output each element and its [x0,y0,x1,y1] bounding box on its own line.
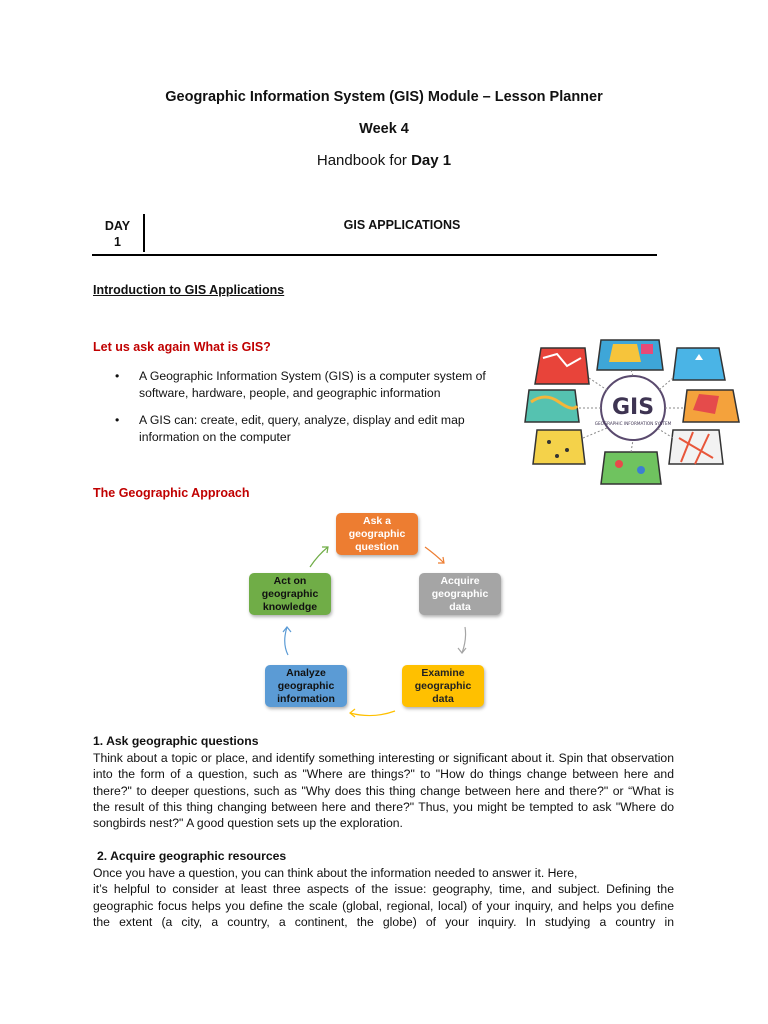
bullet-icon: • [115,413,120,427]
map-tile-icon [525,390,579,422]
arrow-right-icon [425,547,444,563]
map-tile-icon [683,390,739,422]
step-acquire-data: Acquire geographic data [419,573,501,615]
handbook-day: Day 1 [411,152,452,169]
section-2-body [93,865,674,930]
day-table [92,214,657,256]
section-2-body-line1: Once you have a question, you can think about the information needed to answer it. Here, [93,866,578,880]
list-item [115,412,515,446]
handbook-line [0,152,768,169]
arrow-down-icon [458,627,466,653]
map-tile-icon [673,348,725,380]
section-2-heading: 2. Acquire geographic resources [97,849,287,863]
handbook-prefix: Handbook for [316,152,412,169]
step-act-on-knowledge: Act on geographic knowledge [249,573,331,615]
section-2-body-rest: it’s helpful to consider at least three aspects of the issue: geography, time, and subject. Defining the geographic focus helps you define the scale (global, regional, local) of your inquiry, and helps you define the extent (a city, a country, a continent, the globe) of your inquiry. In studying a country in [93,882,674,929]
step-examine-data: Examine geographic data [402,665,484,707]
day-label: DAY [104,219,131,233]
day-number: 1 [114,235,121,249]
section-1-body: Think about a topic or place, and identify something interesting or significant about it. Spin that observation into the form of a question, such as "Where are things?" to "How do things change between here and there?" to deeper questions, such as "Why does this thing change between here and there?" or “What is the result of this thing changing between here and there?" Thus, you might be tempted to ask "Where do songbirds nest?" A good question sets up the exploration. [93,751,674,831]
bullet-icon: • [115,369,120,383]
day-cell [92,214,145,252]
day-topic: GIS APPLICATIONS [343,218,461,232]
section-1-heading: 1. Ask geographic questions [93,734,259,748]
bullet-text: A GIS can: create, edit, query, analyze, display and edit map information on the computer [139,413,465,444]
bullet-text: A Geographic Information System (GIS) is a computer system of software, hardware, people, and geographic information [139,369,486,400]
gis-logo-text: GIS [611,395,655,420]
map-tile-icon [535,348,589,384]
map-tile-icon [533,430,585,464]
week-label: Week 4 [359,121,409,137]
intro-heading: Introduction to GIS Applications [93,283,285,297]
map-tile-icon [601,452,661,484]
arrow-up-icon [283,627,291,655]
arrow-left-icon [350,709,395,717]
gis-illustration [523,318,743,504]
step-ask-question: Ask a geographic question [336,513,418,555]
gis-bullet-list [115,368,515,456]
geographic-approach-heading: The Geographic Approach [93,486,250,500]
step-analyze-information: Analyze geographic information [265,665,347,707]
arrow-up-right-icon [310,547,328,567]
list-item [115,368,515,402]
cycle-arrows [240,505,530,730]
map-tile-icon [597,340,663,370]
document-title: Geographic Information System (GIS) Module – Lesson Planner [165,89,603,105]
gis-logo-subtitle: GEOGRAPHIC INFORMATION SYSTEM [594,421,672,426]
what-is-gis-heading: Let us ask again What is GIS? [93,340,271,354]
map-tile-icon [669,430,723,464]
